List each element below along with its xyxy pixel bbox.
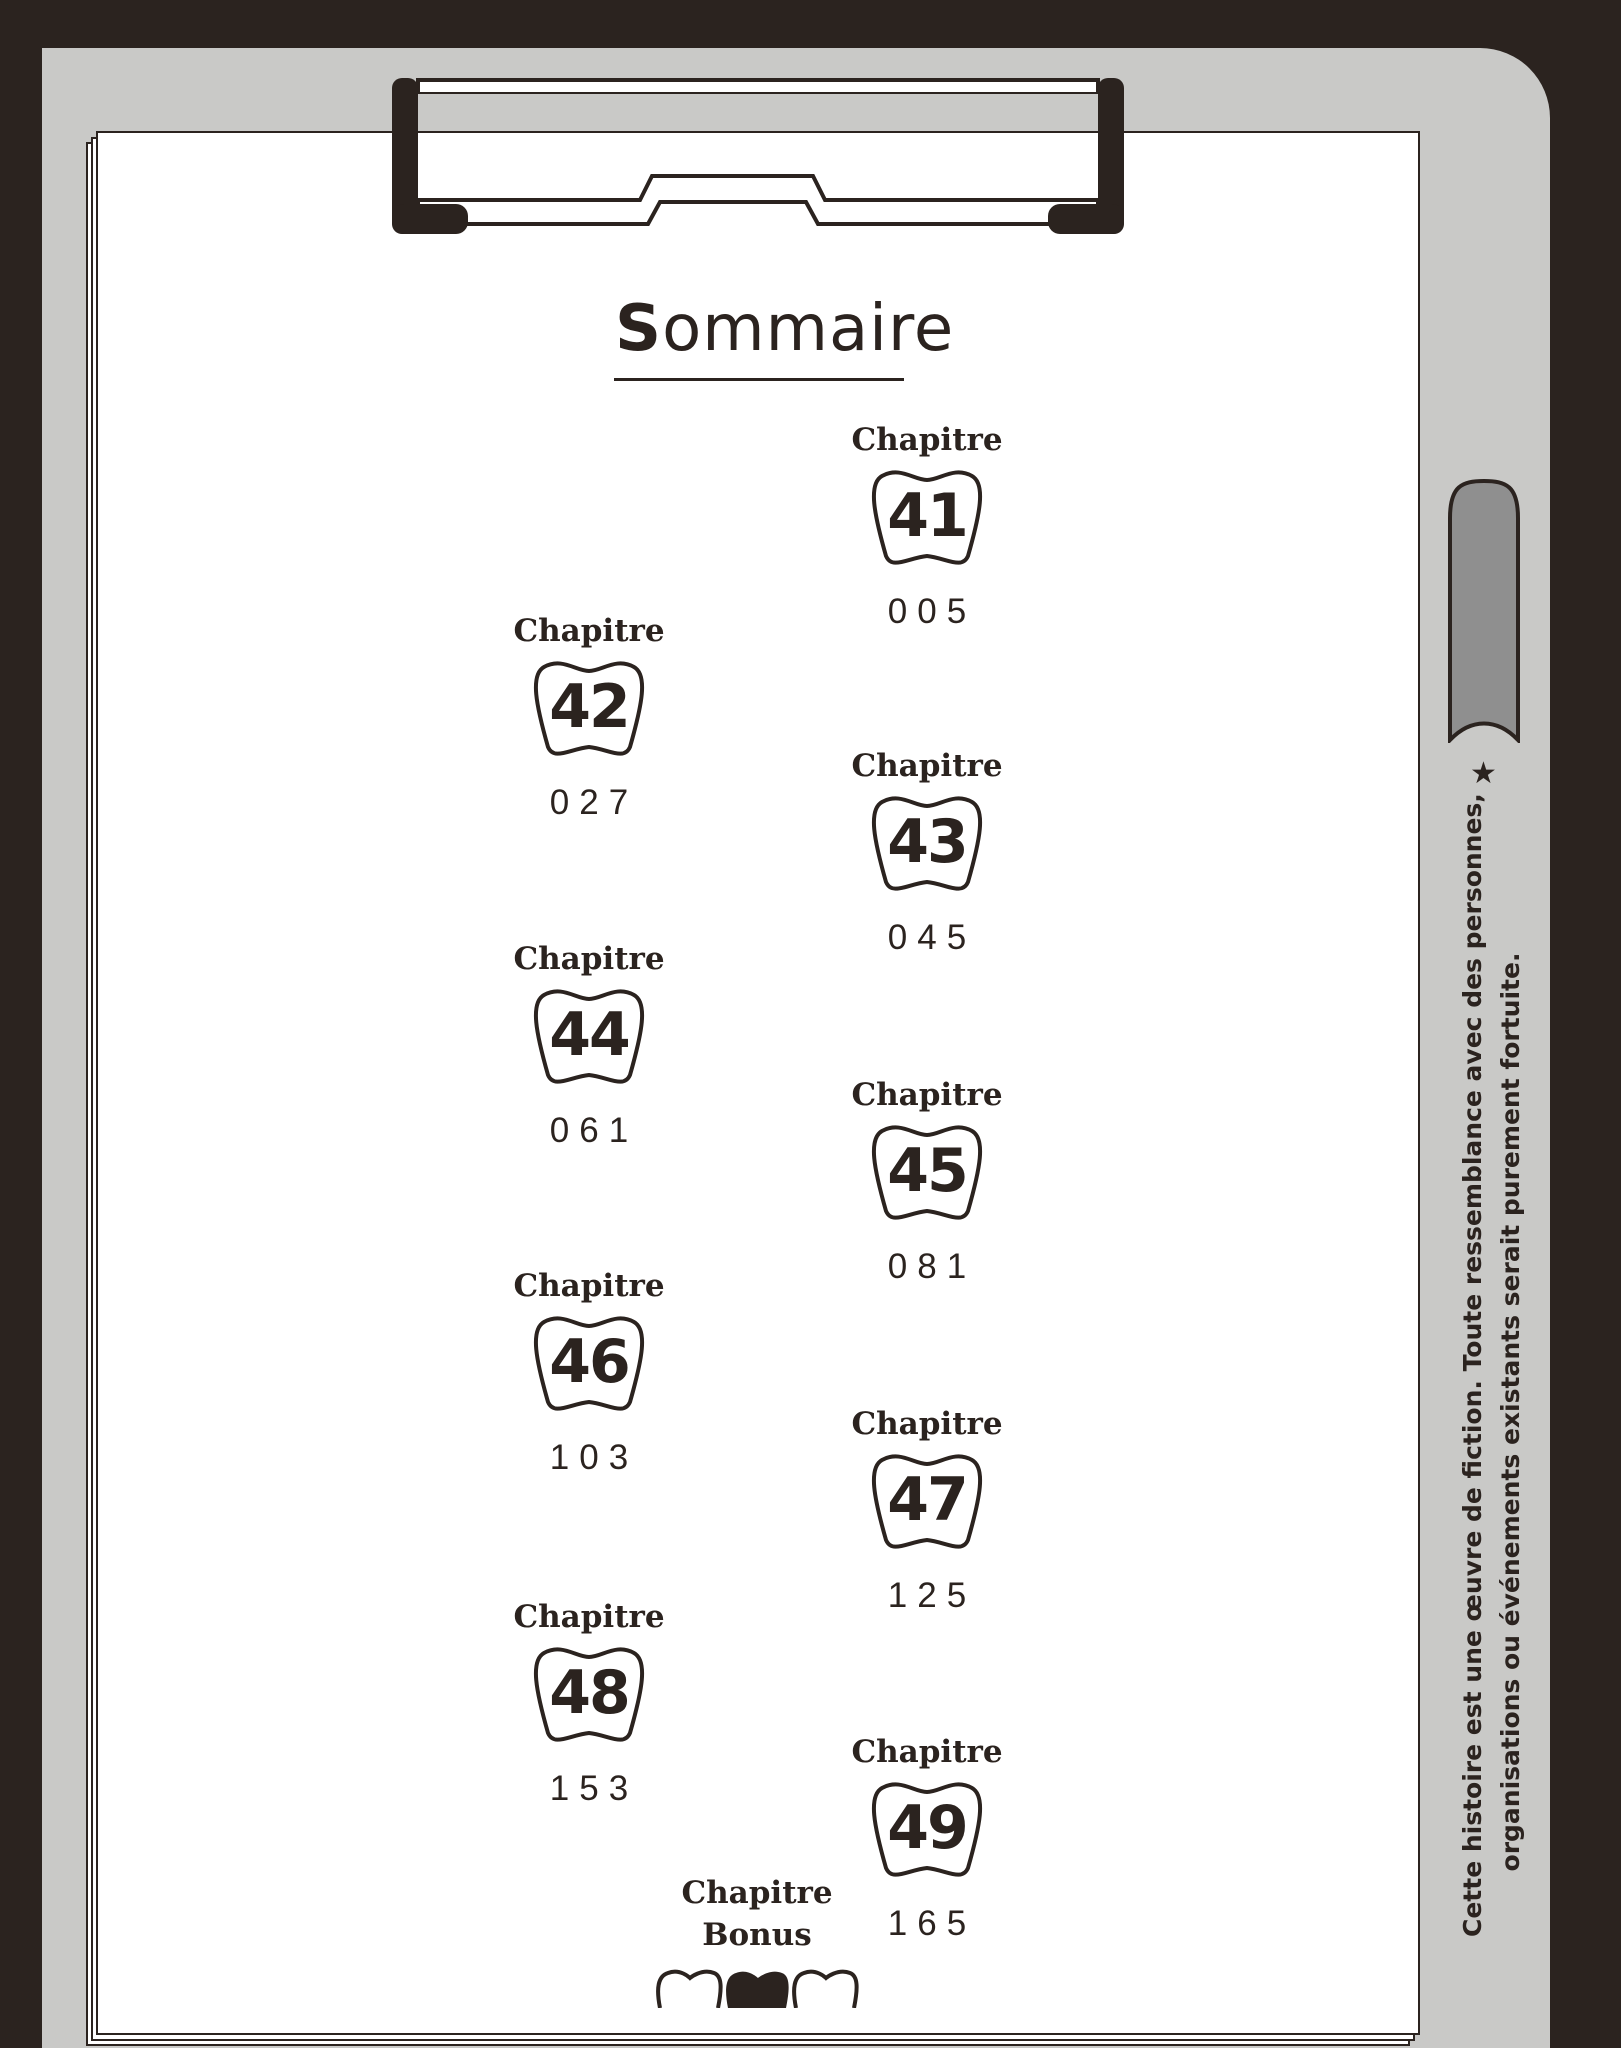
chapter-number: 42 [549,672,629,742]
disclaimer-line2: organisations ou événements existants serait purement fortuite. [1496,952,1525,1872]
clip-icon [390,78,1125,234]
chapter-label: Chapitre [851,1734,1003,1770]
chapter-label: Chapitre [851,422,1003,458]
chapter-page: 061 [549,1111,639,1150]
chapter-page: 081 [887,1247,977,1286]
chapter-entry-45[interactable] [827,1077,1027,1287]
chapter-number: 41 [887,481,967,551]
disclaimer-line1: Cette histoire est une œuvre de fiction. Toute ressemblance avec des personnes, [1458,793,1487,1937]
page-title: Sommaire [615,292,955,366]
chapter-label: Chapitre [513,1268,665,1304]
chapter-entry-42[interactable] [489,613,689,823]
chapter-number: 47 [887,1465,967,1535]
chapter-number: 46 [549,1327,629,1397]
bonus-line1: Chapitre [681,1875,833,1911]
chapter-page: 027 [549,783,639,822]
chapter-entry-43[interactable] [827,748,1027,958]
tooth-badge [868,792,986,896]
chapter-number: 45 [887,1136,967,1206]
chapter-page: 045 [887,918,977,957]
chapter-page: 005 [887,592,977,631]
tooth-badge [868,1778,986,1882]
bookmark-tab [1447,478,1521,743]
chapter-number: 43 [887,807,967,877]
chapter-number: 48 [549,1658,629,1728]
tooth-badge [868,466,986,570]
bonus-teeth-icon [656,1968,860,2008]
chapter-page: 153 [549,1769,639,1808]
tooth-badge [868,1121,986,1225]
chapter-number: 49 [887,1793,967,1863]
chapter-entry-49[interactable] [827,1734,1027,1944]
chapter-number: 44 [549,1000,629,1070]
bonus-line2: Bonus [702,1917,812,1953]
chapter-label: Chapitre [513,1599,665,1635]
title-underline [614,378,904,381]
chapter-label: Chapitre [513,613,665,649]
chapter-entry-46[interactable] [489,1268,689,1478]
tooth-badge [530,985,648,1089]
tooth-badge [530,1643,648,1747]
chapter-label: Chapitre [851,748,1003,784]
chapter-page: 165 [887,1904,977,1943]
chapter-entry-41[interactable] [827,422,1027,632]
bonus-chapter-label [657,1872,857,1956]
chapter-label: Chapitre [851,1406,1003,1442]
chapter-label: Chapitre [513,941,665,977]
chapter-label: Chapitre [851,1077,1003,1113]
chapter-entry-47[interactable] [827,1406,1027,1616]
tooth-badge [530,657,648,761]
chapter-entry-44[interactable] [489,941,689,1151]
star-icon: ★ [1470,756,1497,791]
chapter-page: 103 [549,1438,639,1477]
chapter-page: 125 [887,1576,977,1615]
tooth-badge [530,1312,648,1416]
tooth-badge [868,1450,986,1554]
chapter-entry-48[interactable] [489,1599,689,1809]
disclaimer-text [1454,793,1530,1937]
paper-sheet [96,131,1420,2035]
